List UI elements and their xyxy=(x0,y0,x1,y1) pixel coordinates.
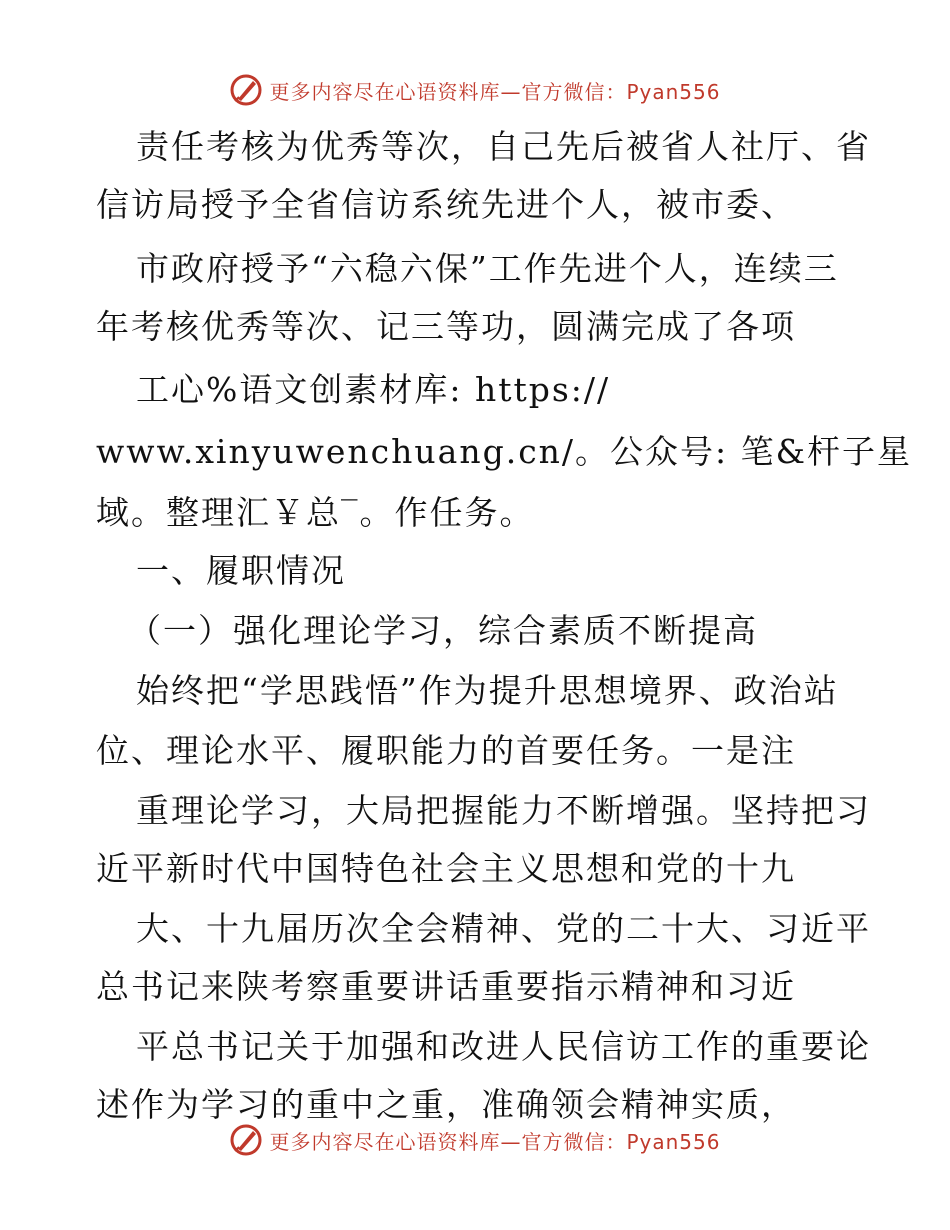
source-note-line: www.xinyuwenchuang.cn/。公众号: 笔&杆子星 xyxy=(96,432,913,471)
watermark-separator: — xyxy=(500,79,522,104)
watermark-text xyxy=(269,1126,720,1155)
paragraph-line: 位、理论水平、履职能力的首要任务。一是注 xyxy=(96,731,796,770)
watermark-separator: — xyxy=(500,1129,522,1154)
quill-logo-icon xyxy=(229,1123,263,1157)
watermark-brand: 更多内容尽在心语资料库 xyxy=(269,1129,501,1154)
paragraph-line: 总书记来陕考察重要讲话重要指示精神和习近 xyxy=(96,967,796,1006)
watermark-wechat: 官方微信：Pyan556 xyxy=(521,79,721,104)
paragraph-line: 平总书记关于加强和改进人民信访工作的重要论 xyxy=(136,1027,871,1066)
paragraph-line: 始终把“学思践悟”作为提升思想境界、政治站 xyxy=(136,671,839,710)
source-note-line: 域。整理汇￥总‾。作任务。 xyxy=(96,493,535,532)
paragraph-line: 市政府授予“六稳六保”工作先进个人，连续三 xyxy=(136,249,839,288)
paragraph-line: 重理论学习，大局把握能力不断增强。坚持把习 xyxy=(136,791,871,830)
subsection-heading: （一）强化理论学习，综合素质不断提高 xyxy=(128,611,758,650)
quill-logo-icon xyxy=(229,73,263,107)
watermark-wechat: 官方微信：Pyan556 xyxy=(521,1129,721,1154)
paragraph-line: 近平新时代中国特色社会主义思想和党的十九 xyxy=(96,849,796,888)
paragraph-line: 年考核优秀等次、记三等功，圆满完成了各项 xyxy=(96,307,796,346)
header-watermark-banner xyxy=(0,70,950,110)
paragraph-line: 信访局授予全省信访系统先进个人，被市委、 xyxy=(96,185,796,224)
source-note-line: 工心%语文创素材库: https:// xyxy=(136,370,611,409)
paragraph-line: 大、十九届历次全会精神、党的二十大、习近平 xyxy=(136,909,871,948)
footer-watermark-banner xyxy=(0,1120,950,1160)
section-heading: 一、履职情况 xyxy=(136,551,346,590)
paragraph-line: 述作为学习的重中之重，准确领会精神实质， xyxy=(96,1085,796,1124)
watermark-text xyxy=(269,76,720,105)
paragraph-line: 责任考核为优秀等次，自己先后被省人社厅、省 xyxy=(136,127,871,166)
watermark-brand: 更多内容尽在心语资料库 xyxy=(269,79,501,104)
